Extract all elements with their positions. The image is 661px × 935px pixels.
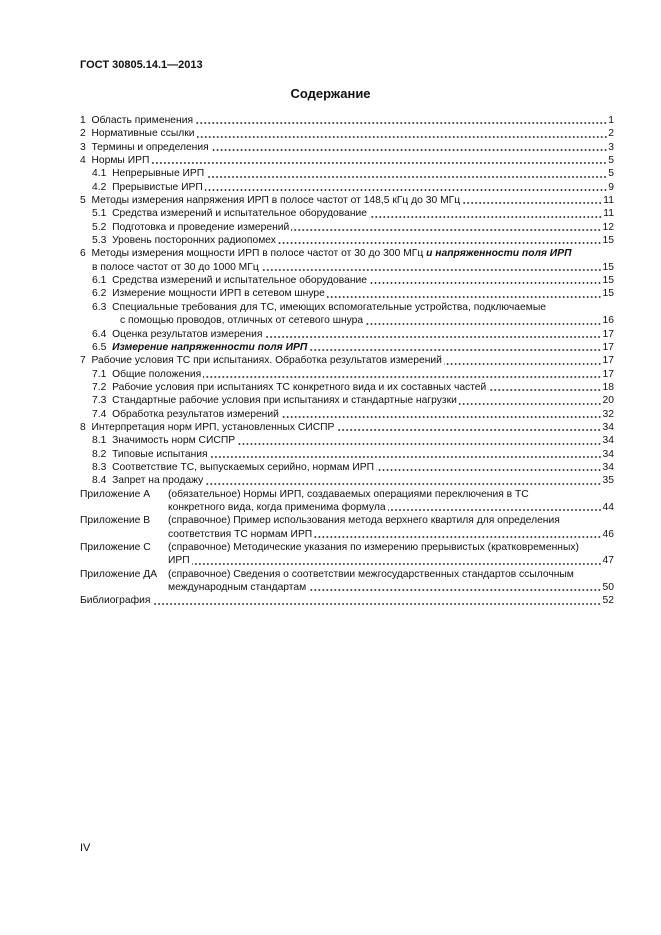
toc-entry[interactable]	[80, 207, 614, 220]
toc-entry-text: Оценка результатов измерения	[112, 328, 263, 340]
toc-entry[interactable]	[80, 448, 614, 461]
toc-entry[interactable]	[80, 408, 614, 421]
toc-entry-number: 5.2	[92, 221, 107, 233]
toc-entry-title	[92, 261, 259, 274]
toc-page-number: 2	[608, 128, 614, 140]
toc-entry[interactable]	[80, 461, 614, 474]
toc-entry-title	[92, 207, 367, 220]
toc-page-number: 34	[602, 448, 614, 460]
toc-entry-number: 5.3	[92, 235, 107, 247]
toc-entry-text: Измерение напряженности поля ИРП	[112, 341, 308, 353]
toc-entry-number: 2	[80, 128, 86, 140]
toc-entry-number: 5.1	[92, 208, 107, 220]
dot-leader	[205, 482, 601, 486]
appendix-entry[interactable]	[80, 514, 614, 541]
toc-entry-text: Область применения	[91, 115, 194, 126]
dot-leader	[210, 455, 602, 459]
toc-entry[interactable]	[80, 194, 614, 207]
toc-entry-number: 3	[80, 141, 86, 153]
toc-entry-title	[92, 234, 276, 247]
toc-entry-number: 7.4	[92, 408, 107, 420]
appendix-text: (обязательное) Нормы ИРП, создаваемых операциями переключения в ТС	[168, 488, 529, 500]
toc-entry-number: 8.4	[92, 475, 107, 487]
toc-entry[interactable]	[80, 127, 614, 140]
toc-entry-title	[92, 221, 289, 234]
toc-entry-title	[92, 274, 367, 287]
toc-entry-text-continued: в полосе частот от 30 до 1000 МГц	[92, 261, 259, 273]
appendix-text-continued: международным стандартам	[168, 582, 307, 594]
toc-entry-text-bold: и напряженности поля ИРП	[426, 248, 572, 260]
appendix-text: (справочное) Пример использования метода верхнего квартиля для определения	[168, 515, 560, 527]
toc-entry-line	[80, 301, 614, 314]
dot-leader	[376, 468, 602, 472]
toc-entry-title	[92, 434, 235, 447]
toc-entry-number: 8.2	[92, 448, 107, 460]
appendix-text-continued: соответствия ТС нормам ИРП	[168, 528, 313, 540]
toc-entry-text: Термины и определения	[91, 141, 209, 153]
toc-entry-title	[168, 554, 190, 567]
appendix-body	[168, 541, 614, 568]
toc-page-number: 35	[602, 475, 614, 487]
dot-leader	[365, 322, 601, 326]
toc-entry[interactable]	[80, 341, 614, 354]
toc-entry-line	[80, 247, 614, 260]
dot-leader	[327, 295, 602, 299]
toc-entry-title	[92, 381, 486, 394]
toc-entry-title	[168, 581, 306, 594]
toc-entry[interactable]	[80, 141, 614, 154]
appendix-label: Приложение ДА	[80, 568, 158, 580]
toc-page-number: 17	[602, 328, 614, 340]
toc-entry-title	[92, 448, 208, 461]
table-of-contents	[80, 114, 614, 608]
appendix-text-continued: конкретного вида, когда применима формула	[168, 501, 386, 513]
toc-entry-number: 7.3	[92, 395, 107, 407]
toc-entry-title	[168, 501, 386, 514]
toc-entry-title	[80, 141, 209, 154]
toc-page-number: 9	[608, 181, 614, 193]
dot-leader	[205, 188, 607, 192]
toc-entry[interactable]	[80, 354, 614, 367]
appendix-body	[168, 488, 614, 515]
toc-entry-title	[80, 127, 195, 140]
toc-entry-number: 8.3	[92, 461, 107, 473]
toc-page-number: 5	[608, 155, 614, 167]
toc-entry-title	[92, 287, 325, 300]
dot-leader	[369, 281, 602, 285]
document-header: ГОСТ 30805.14.1—2013	[80, 59, 203, 71]
toc-entry[interactable]	[80, 287, 614, 300]
toc-entry-title	[92, 328, 262, 341]
toc-entry-number: 4	[80, 155, 86, 167]
toc-entry-text: Запрет на продажу	[112, 475, 204, 487]
toc-entry-text: Методы измерения напряжения ИРП в полосе частот от 148,5 кГц до 30 МГц	[91, 195, 461, 207]
dot-leader	[369, 215, 602, 219]
toc-entry-number: 6.2	[92, 288, 107, 300]
toc-page-number: 1	[608, 115, 614, 126]
toc-entry-text: Средства измерений и испытательное оборудование	[112, 208, 368, 220]
toc-entry-text: Нормы ИРП	[91, 155, 150, 167]
toc-page-number: 3	[608, 141, 614, 153]
toc-entry-title	[80, 421, 334, 434]
dot-leader	[488, 388, 601, 392]
toc-entry[interactable]	[80, 274, 614, 287]
toc-page-number: 44	[602, 501, 614, 513]
toc-page-number: 52	[602, 595, 614, 607]
toc-entry-text-continued: с помощью проводов, отличных от сетевого шнура	[120, 315, 364, 327]
dot-leader	[211, 148, 608, 152]
toc-entry[interactable]	[80, 221, 614, 234]
toc-entry-title	[80, 594, 150, 607]
toc-entry-number: 6.3	[92, 301, 107, 313]
toc-entry[interactable]	[80, 234, 614, 247]
dot-leader	[195, 121, 607, 125]
appendix-entry[interactable]	[80, 541, 614, 568]
appendix-body	[168, 568, 614, 595]
dot-leader	[152, 602, 601, 606]
toc-entry-number: 7	[80, 355, 86, 367]
toc-entry-title	[120, 314, 363, 327]
dot-leader	[308, 588, 601, 592]
toc-entry-text: Подготовка и проведение измерений	[112, 221, 290, 233]
toc-entry[interactable]	[80, 474, 614, 487]
toc-entry-text: Прерывистые ИРП	[112, 181, 203, 193]
toc-page-number: 11	[603, 208, 614, 220]
toc-page-number: 15	[602, 235, 614, 247]
toc-entry-title	[92, 341, 307, 354]
toc-entry-number: 1	[80, 115, 86, 126]
toc-entry-text: Средства измерений и испытательное оборудование	[112, 275, 368, 287]
toc-entry-title	[168, 528, 312, 541]
toc-page-number: 34	[602, 435, 614, 447]
toc-entry-title	[80, 114, 193, 127]
toc-entry-text: Методы измерения мощности ИРП в полосе частот от 30 до 300 МГц	[91, 248, 424, 260]
toc-entry[interactable]	[168, 554, 614, 567]
toc-entry-text: Общие положения	[112, 368, 202, 380]
toc-page-number: 16	[602, 315, 614, 327]
toc-entry-number: 7.1	[92, 368, 107, 380]
toc-page-number: 50	[602, 582, 614, 594]
page-title: Содержание	[290, 86, 371, 101]
toc-entry-number: 6	[80, 248, 86, 260]
dot-leader	[237, 442, 601, 446]
toc-entry-number: 5	[80, 195, 86, 207]
toc-entry[interactable]	[80, 594, 614, 607]
dot-leader	[459, 402, 602, 406]
toc-entry-title	[92, 167, 204, 180]
toc-page-number: 18	[602, 381, 614, 393]
toc-entry-text: Измерение мощности ИРП в сетевом шнуре	[112, 288, 325, 300]
dot-leader	[203, 375, 601, 379]
toc-entry-text: Обработка результатов измерений	[112, 408, 279, 420]
dot-leader	[264, 335, 601, 339]
dot-leader	[309, 348, 601, 352]
toc-entry-number: 7.2	[92, 381, 107, 393]
toc-entry[interactable]	[168, 581, 614, 594]
toc-entry[interactable]	[80, 154, 614, 167]
toc-entry-number: 6.4	[92, 328, 107, 340]
toc-entry-title	[80, 354, 442, 367]
dot-leader	[151, 161, 607, 165]
toc-entry[interactable]	[80, 167, 614, 180]
appendix-text: (справочное) Методические указания по измерению прерывистых (кратковременных)	[168, 542, 579, 553]
toc-page-number: 17	[602, 368, 614, 380]
toc-entry-text: Уровень посторонних радиопомех	[112, 235, 276, 247]
toc-page-number: 17	[602, 341, 614, 353]
page-number: IV	[80, 842, 91, 854]
toc-entry-title	[92, 408, 279, 421]
toc-entry[interactable]	[80, 381, 614, 394]
toc-entry[interactable]	[80, 114, 614, 127]
dot-leader	[192, 562, 602, 566]
toc-entry-title	[80, 194, 460, 207]
appendix-label: Приложение А	[80, 488, 151, 500]
toc-entry[interactable]	[80, 181, 614, 194]
toc-entry-title	[92, 368, 201, 381]
toc-page-number: 32	[602, 408, 614, 420]
appendix-label: Приложение С	[80, 542, 151, 553]
toc-entry-title	[92, 474, 203, 487]
bibliography-text: Библиография	[80, 595, 151, 607]
toc-entry[interactable]	[80, 434, 614, 447]
toc-page-number: 12	[602, 221, 614, 233]
toc-page-number: 34	[602, 421, 614, 433]
toc-page-number: 17	[602, 355, 614, 367]
dot-leader	[388, 508, 602, 512]
toc-entry-text: Стандартные рабочие условия при испытаниях и стандартные нагрузки	[112, 395, 457, 407]
toc-entry-text: Непрерывные ИРП	[112, 168, 205, 180]
toc-page-number: 20	[602, 395, 614, 407]
toc-entry-text: Соответствие ТС, выпускаемых серийно, нормам ИРП	[112, 461, 374, 473]
toc-entry-text: Значимость норм СИСПР	[112, 435, 236, 447]
dot-leader	[336, 428, 601, 432]
toc-entry-title	[92, 394, 457, 407]
dot-leader	[314, 535, 601, 539]
toc-entry-title	[80, 154, 149, 167]
toc-entry[interactable]	[80, 394, 614, 407]
toc-entry-text: Нормативные ссылки	[91, 128, 195, 140]
appendix-text-continued: ИРП	[168, 555, 190, 567]
dot-leader	[197, 135, 608, 139]
toc-entry-title	[92, 181, 203, 194]
toc-entry-number: 4.1	[92, 168, 107, 180]
toc-page-number: 46	[602, 528, 614, 540]
dot-leader	[261, 268, 602, 272]
toc-page-number: 15	[602, 275, 614, 287]
dot-leader	[278, 241, 602, 245]
toc-entry-text: Специальные требования для ТС, имеющих вспомогательные устройства, подключаемые	[112, 301, 546, 313]
toc-page-number: 5	[608, 168, 614, 180]
appendix-body	[168, 514, 614, 541]
toc-entry-number: 8.1	[92, 435, 107, 447]
toc-entry-number: 4.2	[92, 181, 107, 193]
appendix-label: Приложение В	[80, 515, 151, 527]
dot-leader	[444, 362, 602, 366]
toc-entry-number: 8	[80, 421, 86, 433]
toc-entry-number: 6.5	[92, 341, 107, 353]
toc-entry[interactable]	[80, 328, 614, 341]
toc-entry[interactable]	[80, 261, 614, 274]
toc-entry[interactable]	[168, 501, 614, 514]
toc-entry[interactable]	[168, 528, 614, 541]
toc-entry[interactable]	[80, 368, 614, 381]
toc-entry-title	[92, 461, 374, 474]
toc-entry-text: Типовые испытания	[112, 448, 208, 460]
toc-entry[interactable]	[80, 314, 614, 327]
toc-page-number: 11	[603, 195, 614, 207]
toc-page-number: 15	[602, 261, 614, 273]
toc-entry-text: Рабочие условия при испытаниях ТС конкретного вида и их составных частей	[112, 381, 487, 393]
appendix-text: (справочное) Сведения о соответствии межгосударственных стандартов ссылочным	[168, 568, 574, 580]
dot-leader	[281, 415, 602, 419]
toc-page-number: 34	[602, 461, 614, 473]
toc-page-number: 47	[602, 555, 614, 567]
toc-entry-text: Рабочие условия ТС при испытаниях. Обработка результатов измерений	[91, 355, 442, 367]
dot-leader	[206, 175, 607, 179]
toc-entry[interactable]	[80, 421, 614, 434]
appendix-entry[interactable]	[80, 568, 614, 595]
appendix-entry[interactable]	[80, 488, 614, 515]
toc-entry-text: Интерпретация норм ИРП, установленных СИСПР	[91, 421, 335, 433]
dot-leader	[462, 201, 602, 205]
dot-leader	[291, 228, 601, 232]
toc-page-number: 15	[602, 288, 614, 300]
toc-entry-number: 6.1	[92, 275, 107, 287]
